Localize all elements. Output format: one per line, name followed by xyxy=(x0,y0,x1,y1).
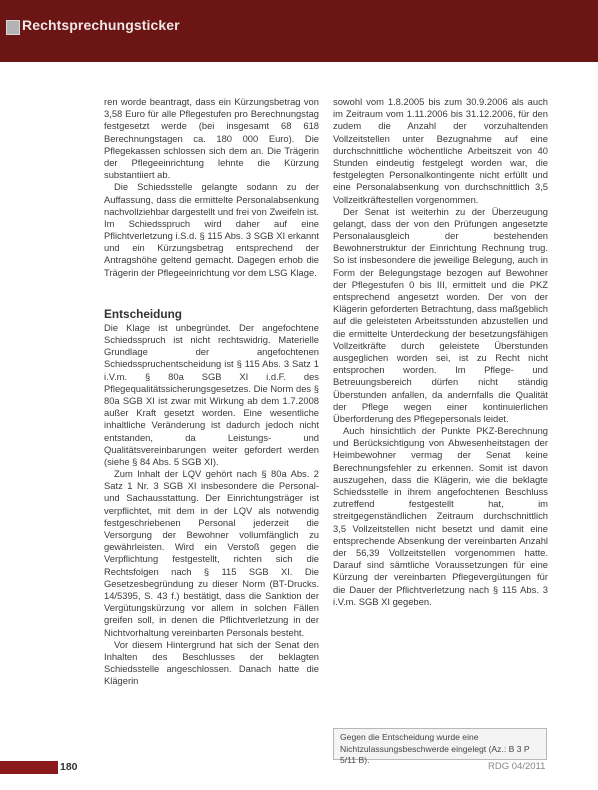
left-column xyxy=(104,96,319,687)
left-paragraph-1: ren worde beantragt, dass ein Kürzungsbetrag von 3,58 Euro für alle Pflegestufen pro Berechnungstag festgesetzt werde (bei insgesamt 68 618 Berechnungstagen ca. 180 000 Euro). Die Pflegekassen schlossen sich dem an. Die Trägerin der Pflegeeinrichtung lehnte die Kürzung substantiiert ab. xyxy=(104,96,319,181)
footer-color-bar xyxy=(0,761,58,774)
note-box: Gegen die Entscheidung wurde eine Nichtzulassungsbeschwerde eingelegt (Az.: B 3 P 5/11 B). xyxy=(333,728,547,760)
left-paragraph-4: Zum Inhalt der LQV gehört nach § 80a Abs. 2 Satz 1 Nr. 3 SGB XI insbesondere die Personal- und Sachausstattung. Der Einrichtungsträger ist verpflichtet, mit dem in der LQV als notwendig festgeschriebenen Personal jederzeit die Versorgung der Bewohner vollumfänglich zu gewährleisten. Wird ein Verstoß gegen die Verpflichtung festgestellt, richten sich die Rechtsfolgen nach § 115 SGB XI. Die Gesetzesbegründung zu dieser Norm (BT-Drucks. 14/5395, S. 43 f.) bestätigt, dass die Sanktion der Vergütungskürzung vor allem in solchen Fällen greifen soll, in denen die Pflichtverletzung in der Nichtvorhaltung vereinbarten Personals besteht. xyxy=(104,468,319,638)
right-paragraph-2: Der Senat ist weiterhin zu der Überzeugung gelangt, dass der von den Prüfungen angesetzte Personalausgleich der bestehenden Bewohnerstruktur der Einrichtung Rechnung trug. So ist insbesondere die jeweilige Belegung, auch in Form der Belegungstage bezogen auf Bewohner der Pflegestufen 0 bis III, ermittelt und die PKZ entsprechend angesetzt worden. Der von der Klägerin geforderten Betrachtung, dass maßgeblich auf die geleisteten Arbeitsstunden abzustellen und die ermittelte Unterdeckung der besetzungsfähigen Vollzeitkräfte durch geleistete Überstunden ausgeglichen worden sei, ist zu Recht nicht entsprochen worden. Im Pflege- und Betreuungsbereich dürfen nicht ständig Überstunden anfallen, da andernfalls die Qualität der Pflege wegen einer kontinuierlichen Überforderung des Pflegepersonals leidet. xyxy=(333,205,548,424)
left-paragraph-2: Die Schiedsstelle gelangte sodann zu der Auffassung, dass die ermittelte Personalabsenkung nachvollziehbar dargestellt und frei von Zweifeln ist. Im Schiedsspruch wird daher auf eine Pflichtverletzung i.S.d. § 115 Abs. 3 SGB XI erkannt und ein Kürzungsbetrag entsprechend der Antragshöhe geltend gemacht. Dagegen erhob die Trägerin der Pflegeeinrichtung vor dem LSG Klage. xyxy=(104,181,319,278)
page-number: 180 xyxy=(60,761,78,773)
left-paragraph-3: Die Klage ist unbegründet. Der angefochtene Schiedsspruch ist nicht rechtswidrig. Materielle Grundlage der angefochtenen Schiedsspruchentscheidung ist § 115 Abs. 3 Satz 1 i.V.m. § 80a SGB XI i.d.F. des Pflegequalitätssicherungsgesetzes. Die Norm des § 80a SGB XI ist zwar mit Wirkung ab dem 1.7.2008 außer Kraft gesetzt worden. Eine wesentliche inhaltliche Veränderung ist dadurch jedoch nicht entstanden, da Leistungs- und Qualitätsvereinbarungen weiter gefordert werden (siehe § 84 Abs. 5 SGB XI). xyxy=(104,321,319,467)
right-paragraph-1: sowohl vom 1.8.2005 bis zum 30.9.2006 als auch im Zeitraum vom 1.11.2006 bis 31.12.2006, für den zudem die Anzahl der vorzuhaltenden Vollzeitstellen unter Bezugnahme auf eine durchschnittliche wöchentliche Arbeitszeit von 40 Stunden eindeutig festgelegt worden war, die festgelegten Personalkontingente nicht erfüllt und eine Personalabsenkung von durchschnittlich 3,5 Vollzeitkräftestellen vorgenommen. xyxy=(333,96,548,205)
journal-issue: RDG 04/2011 xyxy=(488,761,546,772)
section-header xyxy=(0,0,598,62)
section-title: Rechtsprechungsticker xyxy=(22,17,180,33)
right-column xyxy=(333,96,548,608)
section-square-icon xyxy=(6,20,20,35)
right-paragraph-3: Auch hinsichtlich der Punkte PKZ-Berechnung und Berücksichtigung von Abwesenheitstagen der Heimbewohner vermag der Senat keine Berechnungsfehler zu erkennen. Somit ist davon auszugehen, dass die Klägerin, wie die beklagte Schiedsstelle in ihrem angefochtenen Beschluss zutreffend festgestellt hat, im streitgegenständlichen Zeitraum durchschnittlich 3,5 Vollzeitstellen nicht besetzt und damit eine entsprechende Absenkung der vereinbarten Anzahl der 56,39 Vollzeitstellen vorgenommen hatte. Darauf sind sämtliche Voraussetzungen für eine Kürzung der vereinbarten Pflegevergütungen für die Dauer der Pflichtverletzung nach § 115 Abs. 3 i.V.m. SGB XI gegeben. xyxy=(333,425,548,607)
heading-entscheidung: Entscheidung xyxy=(104,306,182,321)
left-paragraph-5: Vor diesem Hintergrund hat sich der Senat den Inhalten des Beschlusses der beklagten Schiedsstelle angeschlossen. Danach hatte die Klägerin xyxy=(104,638,319,687)
